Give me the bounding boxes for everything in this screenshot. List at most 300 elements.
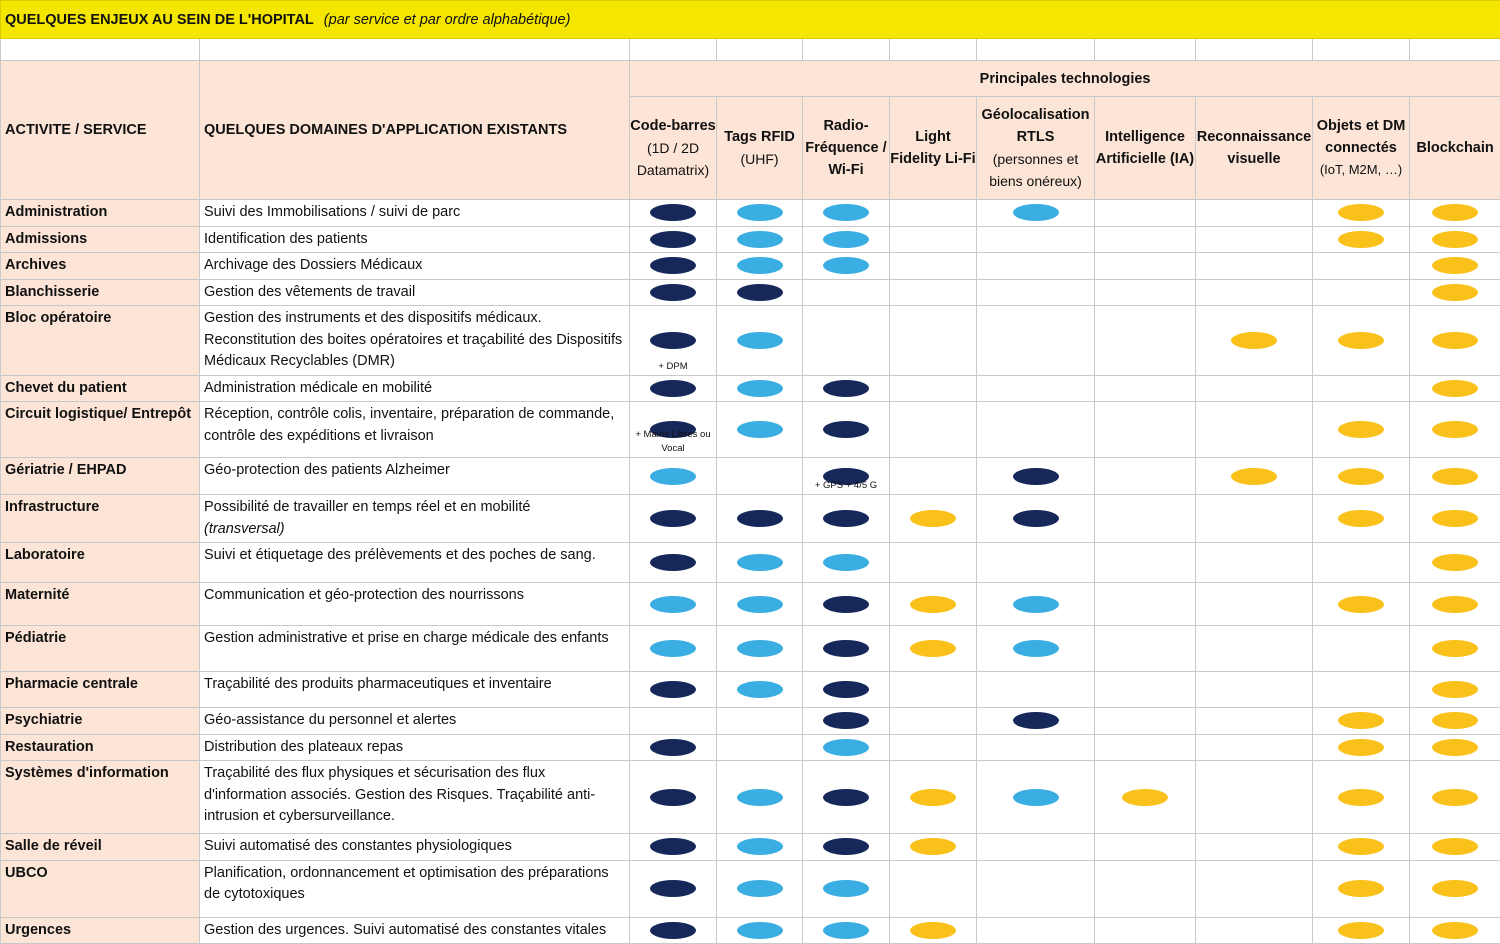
tech-cell[interactable] bbox=[890, 708, 977, 735]
tech-cell[interactable] bbox=[890, 375, 977, 402]
usage-marker-dark bbox=[823, 421, 869, 438]
tech-cell[interactable] bbox=[803, 583, 890, 626]
tech-cell[interactable] bbox=[1313, 672, 1410, 708]
service-cell[interactable]: Blanchisserie bbox=[1, 279, 200, 306]
service-cell[interactable]: Systèmes d'information bbox=[1, 761, 200, 834]
domain-cell[interactable] bbox=[200, 200, 630, 227]
tech-cell[interactable] bbox=[1313, 253, 1410, 280]
tech-cell[interactable] bbox=[1410, 375, 1500, 402]
tech-cell[interactable] bbox=[1313, 583, 1410, 626]
usage-marker-light bbox=[823, 922, 869, 939]
usage-marker-dark bbox=[823, 838, 869, 855]
tech-cell[interactable] bbox=[977, 402, 1095, 458]
tech-cell[interactable] bbox=[803, 402, 890, 458]
tech-cell[interactable] bbox=[890, 495, 977, 543]
tech-cell[interactable] bbox=[803, 761, 890, 834]
domain-cell[interactable] bbox=[200, 495, 630, 543]
header-tech-1[interactable] bbox=[717, 97, 803, 200]
tech-cell[interactable] bbox=[977, 860, 1095, 917]
usage-marker-yellow bbox=[910, 640, 956, 657]
domain-text: Géo-assistance du personnel et alertes bbox=[204, 712, 456, 728]
tech-cell[interactable] bbox=[717, 279, 803, 306]
tech-cell[interactable] bbox=[1410, 200, 1500, 227]
usage-marker-dark bbox=[823, 510, 869, 527]
tech-cell[interactable] bbox=[1410, 761, 1500, 834]
usage-marker-yellow bbox=[1338, 231, 1384, 248]
usage-marker-light bbox=[823, 231, 869, 248]
tech-cell[interactable] bbox=[890, 279, 977, 306]
tech-cell[interactable] bbox=[1095, 834, 1196, 861]
tech-cell[interactable] bbox=[1313, 834, 1410, 861]
empty-cell[interactable] bbox=[1410, 39, 1500, 61]
table-row bbox=[1, 626, 1500, 672]
tech-cell[interactable] bbox=[630, 860, 717, 917]
tech-cell[interactable] bbox=[630, 253, 717, 280]
service-cell[interactable]: Gériatrie / EHPAD bbox=[1, 458, 200, 495]
usage-marker-yellow bbox=[1432, 257, 1478, 274]
tech-cell[interactable] bbox=[1313, 626, 1410, 672]
usage-marker-dark bbox=[650, 510, 696, 527]
usage-marker-light bbox=[1013, 789, 1059, 806]
usage-marker-yellow bbox=[1338, 596, 1384, 613]
tech-cell[interactable] bbox=[803, 375, 890, 402]
blank-row bbox=[1, 39, 1500, 61]
tech-cell[interactable] bbox=[1410, 708, 1500, 735]
tech-cell[interactable] bbox=[1313, 734, 1410, 761]
tech-cell[interactable] bbox=[977, 306, 1095, 376]
tech-cell[interactable] bbox=[890, 306, 977, 376]
tech-cell[interactable] bbox=[630, 672, 717, 708]
tech-cell[interactable] bbox=[1095, 626, 1196, 672]
usage-marker-light bbox=[737, 789, 783, 806]
usage-marker-yellow bbox=[1432, 554, 1478, 571]
domain-cell[interactable] bbox=[200, 583, 630, 626]
tech-cell[interactable] bbox=[1196, 306, 1313, 376]
tech-cell[interactable] bbox=[1196, 734, 1313, 761]
tech-cell[interactable] bbox=[977, 672, 1095, 708]
tech-cell[interactable] bbox=[890, 626, 977, 672]
tech-cell[interactable] bbox=[717, 200, 803, 227]
service-cell[interactable]: Chevet du patient bbox=[1, 375, 200, 402]
table-row bbox=[1, 860, 1500, 917]
usage-marker-yellow bbox=[1432, 838, 1478, 855]
tech-cell[interactable] bbox=[1095, 226, 1196, 253]
tech-cell[interactable] bbox=[630, 200, 717, 227]
usage-marker-dark bbox=[823, 712, 869, 729]
domain-cell[interactable] bbox=[200, 917, 630, 944]
tech-cell[interactable] bbox=[1095, 708, 1196, 735]
tech-cell[interactable] bbox=[1196, 543, 1313, 583]
tech-name: Light Fidelity Li-Fi bbox=[890, 126, 976, 170]
tech-cell[interactable] bbox=[717, 761, 803, 834]
service-cell[interactable]: Administration bbox=[1, 200, 200, 227]
tech-cell[interactable] bbox=[1410, 279, 1500, 306]
empty-cell[interactable] bbox=[803, 39, 890, 61]
domain-cell[interactable] bbox=[200, 626, 630, 672]
cell-note: + Mains Libres ou Vocal bbox=[630, 428, 716, 456]
tech-cell[interactable] bbox=[1196, 495, 1313, 543]
usage-marker-yellow bbox=[910, 596, 956, 613]
title-cell[interactable] bbox=[1, 1, 1500, 39]
tech-cell[interactable] bbox=[977, 708, 1095, 735]
tech-cell[interactable] bbox=[630, 306, 717, 376]
service-cell[interactable]: Infrastructure bbox=[1, 495, 200, 543]
empty-cell[interactable] bbox=[1095, 39, 1196, 61]
empty-cell[interactable] bbox=[717, 39, 803, 61]
table-row bbox=[1, 708, 1500, 735]
tech-cell[interactable] bbox=[630, 761, 717, 834]
domain-cell[interactable] bbox=[200, 672, 630, 708]
usage-marker-dark bbox=[737, 284, 783, 301]
tech-cell[interactable] bbox=[630, 583, 717, 626]
tech-cell[interactable] bbox=[717, 375, 803, 402]
tech-cell[interactable] bbox=[1410, 226, 1500, 253]
tech-cell[interactable] bbox=[977, 626, 1095, 672]
tech-cell[interactable] bbox=[977, 458, 1095, 495]
domain-text: Administration médicale en mobilité bbox=[204, 380, 432, 396]
tech-cell[interactable] bbox=[1196, 253, 1313, 280]
domain-cell[interactable] bbox=[200, 306, 630, 376]
tech-cell[interactable] bbox=[890, 583, 977, 626]
empty-cell[interactable] bbox=[1313, 39, 1410, 61]
header-tech-5[interactable] bbox=[1095, 97, 1196, 200]
tech-cell[interactable] bbox=[717, 583, 803, 626]
tech-cell[interactable] bbox=[717, 834, 803, 861]
tech-cell[interactable] bbox=[1410, 672, 1500, 708]
tech-cell[interactable] bbox=[1095, 761, 1196, 834]
usage-marker-yellow bbox=[1432, 681, 1478, 698]
usage-marker-yellow bbox=[1432, 421, 1478, 438]
header-tech-4[interactable] bbox=[977, 97, 1095, 200]
tech-cell[interactable] bbox=[1410, 458, 1500, 495]
tech-cell[interactable] bbox=[1095, 306, 1196, 376]
tech-cell[interactable] bbox=[890, 672, 977, 708]
tech-cell[interactable] bbox=[1196, 860, 1313, 917]
usage-marker-dark bbox=[650, 257, 696, 274]
tech-cell[interactable] bbox=[717, 306, 803, 376]
domain-text: Gestion administrative et prise en charge médicale des enfants bbox=[204, 630, 609, 646]
service-cell[interactable]: Pharmacie centrale bbox=[1, 672, 200, 708]
tech-cell[interactable] bbox=[1196, 200, 1313, 227]
header-tech-0[interactable] bbox=[630, 97, 717, 200]
domain-cell[interactable] bbox=[200, 279, 630, 306]
empty-cell[interactable] bbox=[1196, 39, 1313, 61]
tech-cell[interactable] bbox=[890, 402, 977, 458]
service-cell[interactable]: Circuit logistique/ Entrepôt bbox=[1, 402, 200, 458]
domain-cell[interactable] bbox=[200, 543, 630, 583]
tech-cell[interactable] bbox=[630, 375, 717, 402]
usage-marker-yellow bbox=[1432, 231, 1478, 248]
usage-marker-dark bbox=[650, 880, 696, 897]
tech-cell[interactable] bbox=[1095, 375, 1196, 402]
tech-cell[interactable] bbox=[1095, 495, 1196, 543]
tech-cell[interactable] bbox=[803, 226, 890, 253]
tech-cell[interactable] bbox=[890, 917, 977, 944]
domain-cell[interactable] bbox=[200, 458, 630, 495]
service-cell[interactable]: Maternité bbox=[1, 583, 200, 626]
domain-text: Planification, ordonnancement et optimisation des préparations de cytotoxiques bbox=[204, 865, 609, 903]
usage-marker-yellow bbox=[1432, 284, 1478, 301]
tech-cell[interactable] bbox=[977, 200, 1095, 227]
tech-cell[interactable] bbox=[890, 200, 977, 227]
tech-cell[interactable] bbox=[890, 458, 977, 495]
table-row bbox=[1, 834, 1500, 861]
domain-cell[interactable] bbox=[200, 375, 630, 402]
tech-cell[interactable] bbox=[977, 495, 1095, 543]
tech-cell[interactable] bbox=[977, 917, 1095, 944]
tech-cell[interactable] bbox=[1410, 253, 1500, 280]
tech-cell[interactable] bbox=[1095, 200, 1196, 227]
tech-cell[interactable] bbox=[630, 458, 717, 495]
tech-cell[interactable] bbox=[1196, 761, 1313, 834]
domain-cell[interactable] bbox=[200, 708, 630, 735]
page-subtitle: (par service et par ordre alphabétique) bbox=[324, 12, 571, 28]
domain-cell[interactable] bbox=[200, 226, 630, 253]
tech-cell[interactable] bbox=[1410, 626, 1500, 672]
tech-cell[interactable] bbox=[630, 543, 717, 583]
tech-cell[interactable] bbox=[1196, 626, 1313, 672]
tech-cell[interactable] bbox=[803, 458, 890, 495]
tech-cell[interactable] bbox=[1410, 917, 1500, 944]
tech-cell[interactable] bbox=[717, 672, 803, 708]
tech-cell[interactable] bbox=[717, 543, 803, 583]
tech-cell[interactable] bbox=[1313, 761, 1410, 834]
tech-cell[interactable] bbox=[1196, 458, 1313, 495]
tech-cell[interactable] bbox=[630, 917, 717, 944]
usage-marker-yellow bbox=[1338, 739, 1384, 756]
tech-cell[interactable] bbox=[1313, 306, 1410, 376]
tech-cell[interactable] bbox=[803, 279, 890, 306]
tech-cell[interactable] bbox=[630, 279, 717, 306]
domain-cell[interactable] bbox=[200, 253, 630, 280]
domain-text: Géo-protection des patients Alzheimer bbox=[204, 462, 450, 478]
header-tech-7[interactable] bbox=[1313, 97, 1410, 200]
tech-cell[interactable] bbox=[803, 306, 890, 376]
tech-cell[interactable] bbox=[1410, 860, 1500, 917]
tech-cell[interactable] bbox=[1410, 306, 1500, 376]
empty-cell[interactable] bbox=[890, 39, 977, 61]
tech-cell[interactable] bbox=[717, 402, 803, 458]
empty-cell[interactable] bbox=[977, 39, 1095, 61]
tech-cell[interactable] bbox=[630, 226, 717, 253]
empty-cell[interactable] bbox=[1, 39, 200, 61]
tech-cell[interactable] bbox=[630, 734, 717, 761]
tech-cell[interactable] bbox=[803, 860, 890, 917]
tech-cell[interactable] bbox=[1410, 402, 1500, 458]
domain-cell[interactable] bbox=[200, 860, 630, 917]
service-cell[interactable]: Psychiatrie bbox=[1, 708, 200, 735]
tech-cell[interactable] bbox=[1410, 834, 1500, 861]
tech-cell[interactable] bbox=[803, 708, 890, 735]
tech-cell[interactable] bbox=[717, 226, 803, 253]
tech-cell[interactable] bbox=[1313, 543, 1410, 583]
usage-marker-yellow bbox=[1338, 468, 1384, 485]
domain-cell[interactable] bbox=[200, 834, 630, 861]
service-cell[interactable]: UBCO bbox=[1, 860, 200, 917]
tech-cell[interactable] bbox=[803, 495, 890, 543]
usage-marker-yellow bbox=[1432, 712, 1478, 729]
tech-cell[interactable] bbox=[1196, 279, 1313, 306]
tech-cell[interactable] bbox=[630, 495, 717, 543]
tech-cell[interactable] bbox=[1095, 917, 1196, 944]
header-tech-2[interactable] bbox=[803, 97, 890, 200]
tech-cell[interactable] bbox=[1196, 672, 1313, 708]
header-activity[interactable]: ACTIVITE / SERVICE bbox=[1, 61, 200, 200]
tech-cell[interactable] bbox=[717, 458, 803, 495]
service-cell[interactable]: Admissions bbox=[1, 226, 200, 253]
usage-marker-light bbox=[737, 596, 783, 613]
domain-text: Traçabilité des produits pharmaceutiques et inventaire bbox=[204, 676, 552, 692]
usage-marker-dark bbox=[650, 554, 696, 571]
tech-cell[interactable] bbox=[630, 834, 717, 861]
tech-cell[interactable] bbox=[977, 761, 1095, 834]
usage-marker-yellow bbox=[910, 789, 956, 806]
usage-marker-dark bbox=[650, 922, 696, 939]
usage-marker-yellow bbox=[1432, 789, 1478, 806]
tech-cell[interactable] bbox=[890, 734, 977, 761]
tech-cell[interactable] bbox=[977, 583, 1095, 626]
tech-cell[interactable] bbox=[1313, 458, 1410, 495]
tech-cell[interactable] bbox=[717, 860, 803, 917]
tech-cell[interactable] bbox=[1410, 583, 1500, 626]
tech-cell[interactable] bbox=[977, 226, 1095, 253]
usage-marker-dark bbox=[823, 789, 869, 806]
tech-name: Géolocalisation RTLS bbox=[977, 104, 1094, 148]
tech-cell[interactable] bbox=[1196, 834, 1313, 861]
tech-cell[interactable] bbox=[630, 402, 717, 458]
tech-cell[interactable] bbox=[977, 279, 1095, 306]
usage-marker-yellow bbox=[1338, 789, 1384, 806]
tech-cell[interactable] bbox=[890, 226, 977, 253]
tech-cell[interactable] bbox=[890, 253, 977, 280]
service-cell[interactable]: Bloc opératoire bbox=[1, 306, 200, 376]
tech-cell[interactable] bbox=[1313, 200, 1410, 227]
tech-cell[interactable] bbox=[1313, 860, 1410, 917]
tech-cell[interactable] bbox=[1095, 402, 1196, 458]
service-cell[interactable]: Restauration bbox=[1, 734, 200, 761]
tech-cell[interactable] bbox=[1313, 375, 1410, 402]
table-row bbox=[1, 375, 1500, 402]
usage-marker-light bbox=[650, 640, 696, 657]
tech-cell[interactable] bbox=[1095, 672, 1196, 708]
tech-cell[interactable] bbox=[977, 543, 1095, 583]
tech-cell[interactable] bbox=[890, 543, 977, 583]
domain-cell[interactable] bbox=[200, 761, 630, 834]
tech-cell[interactable] bbox=[1410, 734, 1500, 761]
tech-cell[interactable] bbox=[803, 734, 890, 761]
domain-cell[interactable] bbox=[200, 734, 630, 761]
tech-cell[interactable] bbox=[803, 543, 890, 583]
usage-marker-light bbox=[737, 880, 783, 897]
domain-cell[interactable] bbox=[200, 402, 630, 458]
usage-marker-yellow bbox=[1338, 838, 1384, 855]
tech-cell[interactable] bbox=[1313, 279, 1410, 306]
service-cell[interactable]: Salle de réveil bbox=[1, 834, 200, 861]
tech-cell[interactable] bbox=[1095, 458, 1196, 495]
usage-marker-yellow bbox=[910, 510, 956, 527]
service-cell[interactable]: Archives bbox=[1, 253, 200, 280]
header-domains[interactable]: QUELQUES DOMAINES D'APPLICATION EXISTANTS bbox=[200, 61, 630, 200]
service-cell[interactable]: Pédiatrie bbox=[1, 626, 200, 672]
table-row bbox=[1, 200, 1500, 227]
tech-cell[interactable] bbox=[1313, 226, 1410, 253]
tech-cell[interactable] bbox=[803, 672, 890, 708]
tech-cell[interactable] bbox=[977, 734, 1095, 761]
tech-cell[interactable] bbox=[1095, 583, 1196, 626]
tech-cell[interactable] bbox=[717, 495, 803, 543]
tech-cell[interactable] bbox=[717, 253, 803, 280]
usage-marker-yellow bbox=[1338, 880, 1384, 897]
tech-cell[interactable] bbox=[1196, 375, 1313, 402]
usage-marker-dark bbox=[650, 380, 696, 397]
header-tech-8[interactable] bbox=[1410, 97, 1500, 200]
tech-cell[interactable] bbox=[977, 834, 1095, 861]
usage-marker-yellow bbox=[1432, 380, 1478, 397]
header-tech-group[interactable]: Principales technologies bbox=[630, 61, 1500, 97]
tech-cell[interactable] bbox=[803, 834, 890, 861]
usage-marker-yellow bbox=[910, 922, 956, 939]
tech-cell[interactable] bbox=[717, 708, 803, 735]
service-cell[interactable]: Laboratoire bbox=[1, 543, 200, 583]
tech-cell[interactable] bbox=[1095, 734, 1196, 761]
tech-cell[interactable] bbox=[890, 834, 977, 861]
service-cell[interactable]: Urgences bbox=[1, 917, 200, 944]
tech-cell[interactable] bbox=[977, 253, 1095, 280]
usage-marker-light bbox=[823, 204, 869, 221]
empty-cell[interactable] bbox=[630, 39, 717, 61]
tech-cell[interactable] bbox=[803, 200, 890, 227]
tech-cell[interactable] bbox=[1095, 253, 1196, 280]
tech-cell[interactable] bbox=[1196, 402, 1313, 458]
tech-cell[interactable] bbox=[803, 626, 890, 672]
tech-cell[interactable] bbox=[630, 626, 717, 672]
tech-cell[interactable] bbox=[803, 253, 890, 280]
tech-cell[interactable] bbox=[890, 860, 977, 917]
tech-cell[interactable] bbox=[1196, 226, 1313, 253]
domain-text: Possibilité de travailler en temps réel et en mobilité bbox=[204, 499, 530, 515]
usage-marker-light bbox=[823, 554, 869, 571]
tech-cell[interactable] bbox=[1095, 279, 1196, 306]
tech-cell[interactable] bbox=[717, 734, 803, 761]
usage-marker-yellow bbox=[1432, 640, 1478, 657]
tech-cell[interactable] bbox=[1313, 402, 1410, 458]
tech-cell[interactable] bbox=[717, 917, 803, 944]
header-tech-6[interactable] bbox=[1196, 97, 1313, 200]
tech-cell[interactable] bbox=[1196, 708, 1313, 735]
tech-cell[interactable] bbox=[1095, 543, 1196, 583]
usage-marker-light bbox=[737, 380, 783, 397]
tech-cell[interactable] bbox=[890, 761, 977, 834]
tech-cell[interactable] bbox=[803, 917, 890, 944]
tech-cell[interactable] bbox=[1410, 543, 1500, 583]
tech-cell[interactable] bbox=[1196, 583, 1313, 626]
usage-marker-dark bbox=[650, 231, 696, 248]
tech-cell[interactable] bbox=[1196, 917, 1313, 944]
tech-cell[interactable] bbox=[1095, 860, 1196, 917]
domain-text: Réception, contrôle colis, inventaire, préparation de commande, contrôle des expéditions et livraison bbox=[204, 406, 614, 444]
tech-cell[interactable] bbox=[1410, 495, 1500, 543]
usage-marker-yellow bbox=[910, 838, 956, 855]
tech-cell[interactable] bbox=[717, 626, 803, 672]
tech-cell[interactable] bbox=[1313, 708, 1410, 735]
header-tech-3[interactable] bbox=[890, 97, 977, 200]
tech-cell[interactable] bbox=[1313, 917, 1410, 944]
empty-cell[interactable] bbox=[200, 39, 630, 61]
tech-cell[interactable] bbox=[977, 375, 1095, 402]
tech-cell[interactable] bbox=[1313, 495, 1410, 543]
usage-marker-yellow bbox=[1231, 468, 1277, 485]
tech-cell[interactable] bbox=[630, 708, 717, 735]
